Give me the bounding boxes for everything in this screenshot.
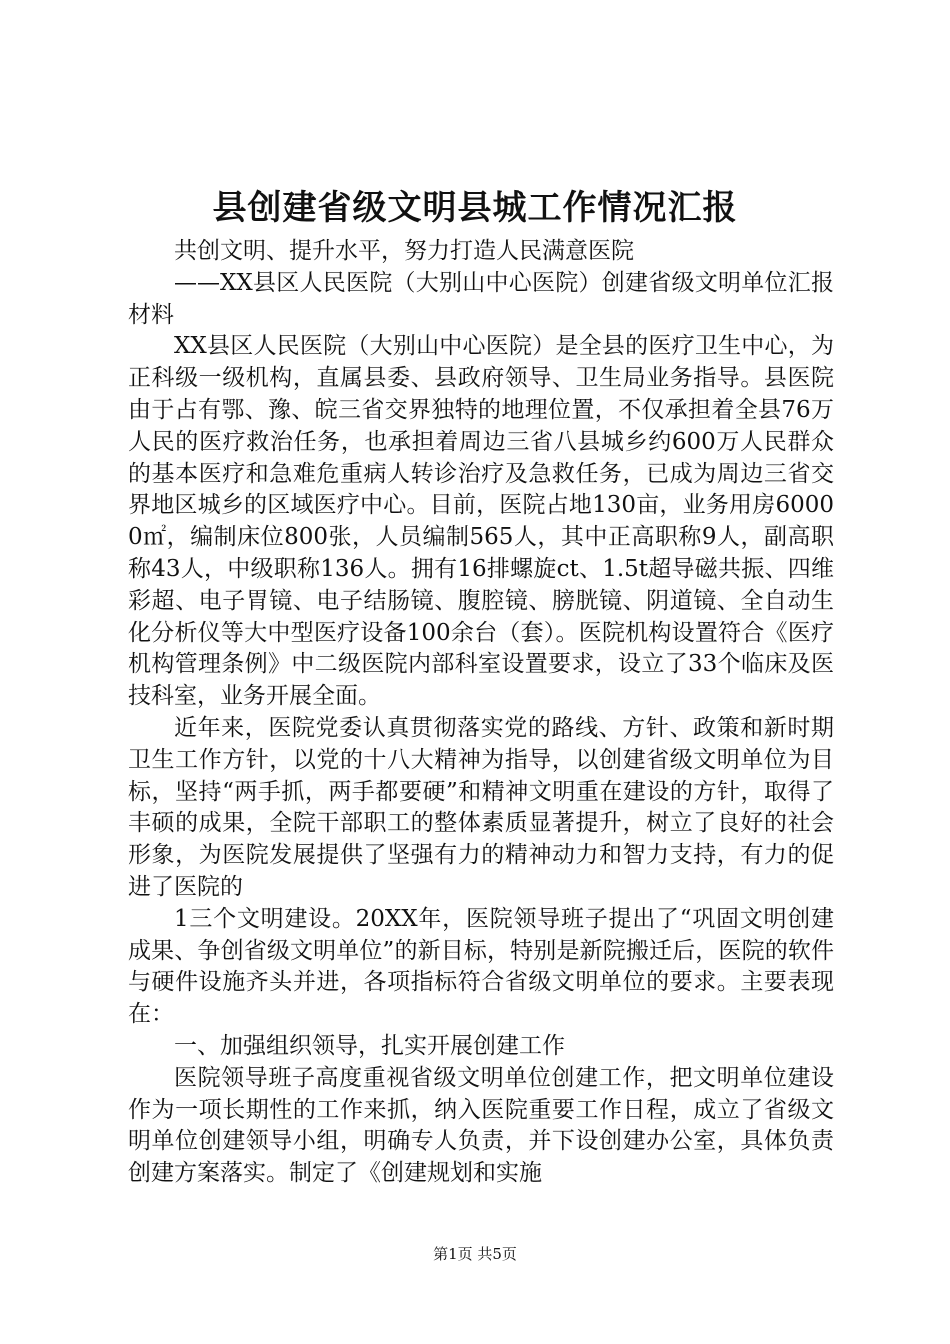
paragraph-leadership: 医院领导班子高度重视省级文明单位创建工作，把文明单位建设作为一项长期性的工作来抓，纳入医院重要工作日程，成立了省级文明单位创建领导小组，明确专人负责，并下设创建办公室，具体负责创建方案落实。制定了《创建规划和实施 (128, 1064, 834, 1187)
document-title: 县创建省级文明县城工作情况汇报 (212, 188, 738, 228)
document-body (128, 236, 834, 1190)
paragraph-subheading: ——XX县区人民医院（大别山中心医院）创建省级文明单位汇报材料 (128, 269, 834, 328)
section-heading-one: 一、加强组织领导，扎实开展创建工作 (174, 1032, 565, 1059)
paragraph-goals: 1三个文明建设。20XX年，医院领导班子提出了“巩固文明创建成果、争创省级文明单位”的新目标，特别是新院搬迁后，医院的软件与硬件设施齐头并进，各项指标符合省级文明单位的要求。主要表现在： (128, 905, 834, 1028)
paragraph-introduction: XX县区人民医院（大别山中心医院）是全县的医疗卫生中心，为正科级一级机构，直属县委、县政府领导、卫生局业务指导。县医院由于占有鄂、豫、皖三省交界独特的地理位置，不仅承担着全县76万人民的医疗救治任务，也承担着周边三省八县城乡约600万人民群众的基本医疗和急难危重病人转诊治疗及急救任务，已成为周边三省交界地区城乡的区域医疗中心。目前，医院占地130亩，业务用房60000㎡，编制床位800张，人员编制565人，其中正高职称9人，副高职称43人，中级职称136人。拥有16排螺旋ct、1.5t超导磁共振、四维彩超、电子胃镜、电子结肠镜、腹腔镜、膀胱镜、阴道镜、全自动生化分析仪等大中型医疗设备100余台（套）。医院机构设置符合《医疗机构管理条例》中二级医院内部科室设置要求，设立了33个临床及医技科室，业务开展全面。 (128, 333, 834, 710)
paragraph-subtitle: 共创文明、提升水平，努力打造人民满意医院 (174, 238, 634, 264)
paragraph-recent-years: 近年来，医院党委认真贯彻落实党的路线、方针、政策和新时期卫生工作方针，以党的十八大精神为指导，以创建省级文明单位为目标，坚持“两手抓，两手都要硬”和精神文明重在建设的方针，取得了丰硕的成果，全院干部职工的整体素质显著提升，树立了良好的社会形象，为医院发展提供了坚强有力的精神动力和智力支持，有力的促进了医院的 (128, 714, 834, 900)
page-footer: 第1页 共5页 (433, 1245, 517, 1263)
